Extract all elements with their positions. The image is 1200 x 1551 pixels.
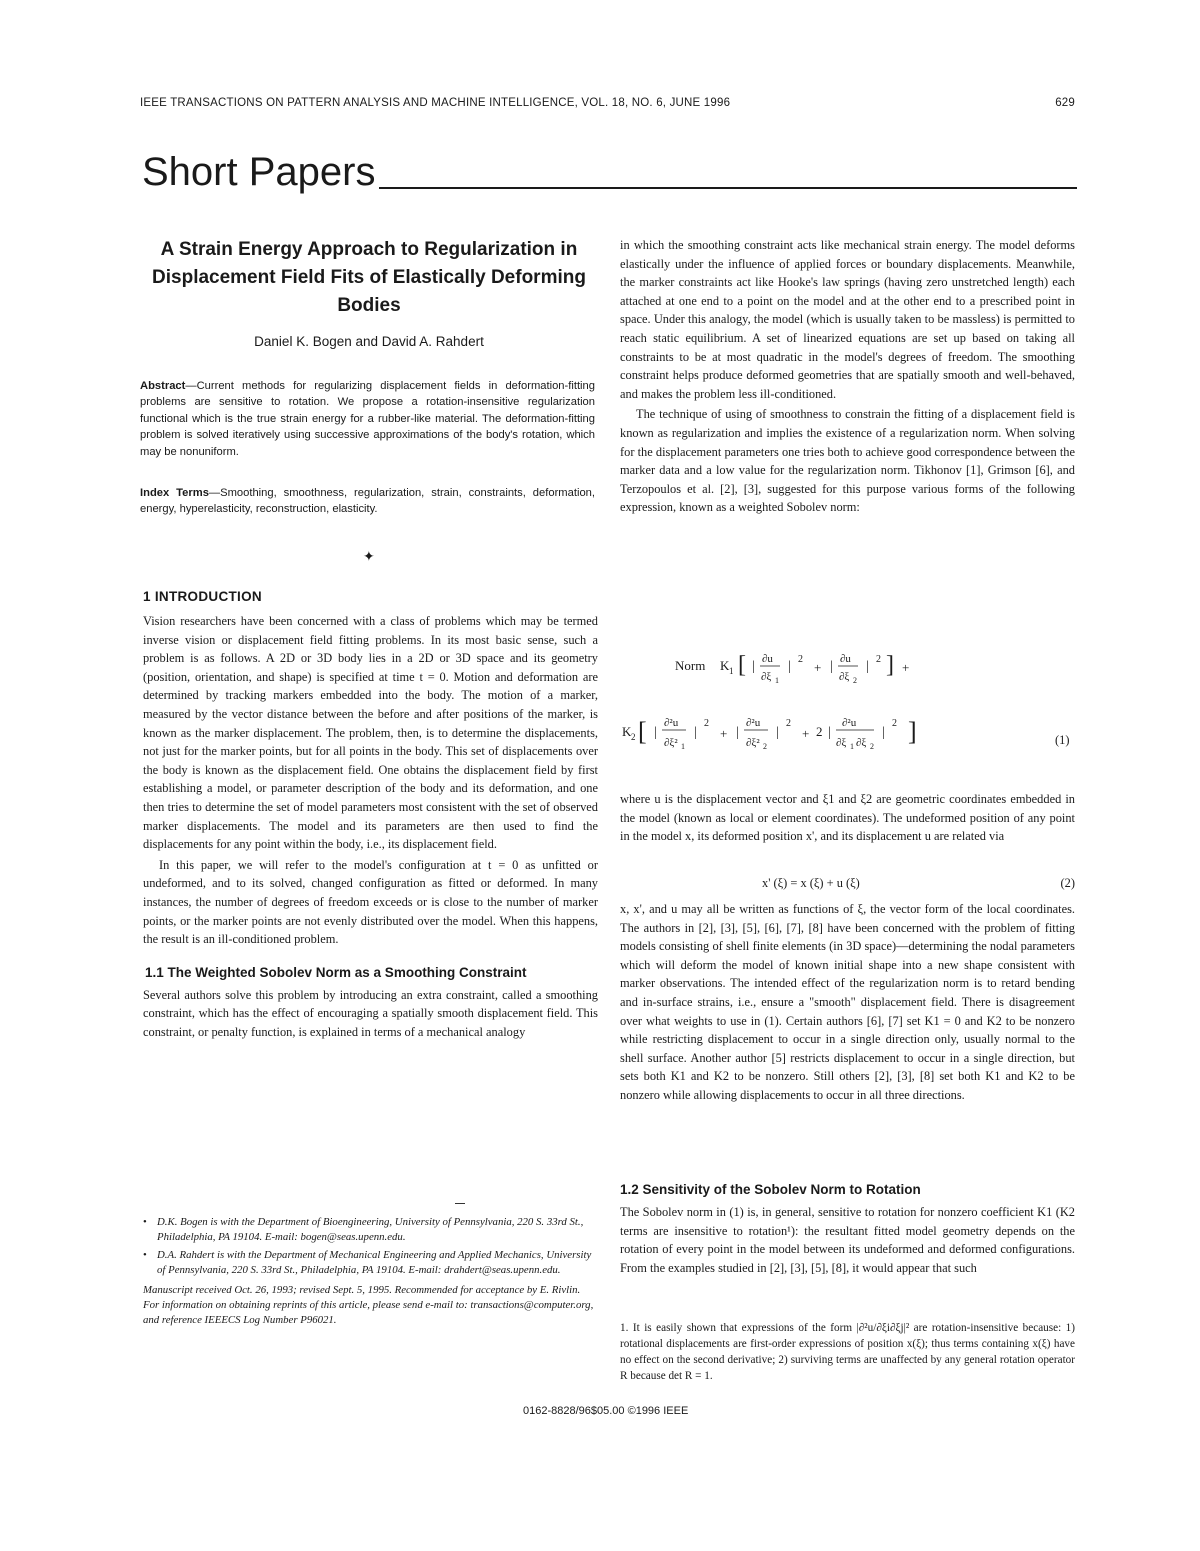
article-authors: Daniel K. Bogen and David A. Rahdert <box>254 334 484 349</box>
footnote-1: 1. It is easily shown that expressions of the form |∂²u/∂ξi∂ξj|² are rotation-insensitive because: 1) rotational displacements are first-order expressions of position x(ξ); thus terms containing x(ξ) have no effect on the second derivative; 2) surviving terms are unaffected by any general rotation operator R because det R = 1. <box>620 1322 1075 1382</box>
svg-text:2: 2 <box>892 718 897 729</box>
svg-text:2: 2 <box>853 676 857 685</box>
svg-text:2: 2 <box>816 724 823 739</box>
svg-text:∂ξ²: ∂ξ² <box>664 737 678 749</box>
paragraph: The technique of using of smoothness to constrain the fitting of a displacement field is known as regularization and implies the existence of a regularization norm. When solving for the displacement parameters one tries both to achieve good correspondence between the marker data and a low value for the regularization norm. Tikhonov [1], Grimson [6], and Terzopoulos et al. [2], [3], suggested for this purpose various forms of the following expression, known as a weighted Sobolev norm: <box>620 407 1075 515</box>
footnote-divider <box>455 1203 465 1204</box>
svg-text:∂u: ∂u <box>840 653 851 665</box>
footnote-received: Manuscript received Oct. 26, 1993; revised Sept. 5, 1995. Recommended for acceptance by E. Rivlin. <box>143 1284 581 1297</box>
svg-text:Norm: Norm <box>675 658 706 673</box>
svg-text:]: ] <box>886 652 894 678</box>
paragraph: in which the smoothing constraint acts like mechanical strain energy. The model deforms elastically under the influence of applied forces or boundary displacements. Meanwhile, the marker constraints act like Hooke's law springs (having zero unstretched length) each attached at one end to a point on the model and at the other end to a prescribed point in space. Under this analogy, the model (which is usually taken to be massless) is permitted to reach static equilibrium. A set of linearized equations are set up based on taking all constraints to be at most quadratic in the model's degrees of freedom. The smoothing constraint helps produce deformed geometries that are spatially smooth and well-behaved, and makes the problem less ill-conditioned. <box>620 238 1075 401</box>
svg-text:K: K <box>720 658 730 673</box>
running-header <box>140 97 1075 109</box>
copyright-line: 0162-8828/96$05.00 ©1996 IEEE <box>523 1405 689 1417</box>
svg-text:∂ξ²: ∂ξ² <box>746 737 760 749</box>
svg-text:∂²u: ∂²u <box>746 717 761 729</box>
svg-text:2: 2 <box>704 718 709 729</box>
svg-text:|: | <box>654 725 657 740</box>
introduction-body <box>143 612 598 1041</box>
paragraph: where u is the displacement vector and ξ1 and ξ2 are geometric coordinates embedded in the model (known as local or element coordinates). The undeformed position of any point in the model x, its deformed position x', and its displacement u are related via <box>620 792 1075 844</box>
abstract-label: Abstract <box>140 380 186 392</box>
right-column-mid2 <box>620 900 1075 1105</box>
svg-text:[: [ <box>738 652 746 678</box>
equation-1-number: (1) <box>1055 733 1070 747</box>
right-column-bottom <box>620 1182 1075 1277</box>
abstract-text: —Current methods for regularizing displacement fields in deformation-fitting problems are sensitive to rotation. We propose a rotation-insensitive regularization functional which is the true strain energy for a rubber-like material. The deformation-fitting problem is solved iteratively using successive approximations of the body's rotation, which may be nonuniform. <box>140 380 595 458</box>
svg-text:|: | <box>776 725 779 740</box>
section-title <box>142 150 1077 195</box>
svg-text:1: 1 <box>681 742 685 751</box>
heading-subsection-1-1: 1.1 The Weighted Sobolev Norm as a Smoothing Constraint <box>145 964 527 980</box>
bullet-icon: • <box>143 1249 147 1262</box>
svg-text:2: 2 <box>631 732 636 742</box>
svg-text:2: 2 <box>876 654 881 665</box>
paragraph: In this paper, we will refer to the model's configuration at t = 0 as unfitted or undeformed, and to its solved, changed configuration as fitted or deformed. In many instances, the number of degrees of freedom exceeds or is close to the number of marker points, or the marker points are not evenly distributed over the model. When this happens, the result is an ill-conditioned problem. <box>143 857 598 947</box>
svg-text:∂ξ: ∂ξ <box>836 737 847 749</box>
journal-citation: IEEE TRANSACTIONS ON PATTERN ANALYSIS AND MACHINE INTELLIGENCE, VOL. 18, NO. 6, JUNE 1996 <box>140 97 731 109</box>
svg-text:1: 1 <box>729 666 734 676</box>
svg-text:+: + <box>814 660 822 675</box>
svg-text:+: + <box>802 726 810 741</box>
page-number: 629 <box>1055 97 1075 109</box>
equation-1 <box>620 648 1075 788</box>
svg-text:1: 1 <box>775 676 779 685</box>
svg-text:2: 2 <box>763 742 767 751</box>
article-title: A Strain Energy Approach to Regularization in Displacement Field Fits of Elastically Deforming Bodies <box>152 239 586 316</box>
section-title-rule <box>379 187 1077 189</box>
svg-text:2: 2 <box>870 742 874 751</box>
footnote-author-1: • D.K. Bogen is with the Department of Bioengineering, University of Pennsylvania, 220 S. 33rd St., Philadelphia, PA 19104. E-mail: bogen@seas.upenn.edu. <box>143 1216 584 1243</box>
svg-text:|: | <box>828 725 831 740</box>
svg-text:∂u: ∂u <box>762 653 773 665</box>
bullet-icon: • <box>143 1216 147 1228</box>
equation-2-number: (2) <box>1060 876 1075 890</box>
svg-text:2: 2 <box>786 718 791 729</box>
svg-text:|: | <box>694 725 697 740</box>
svg-text:∂ξ: ∂ξ <box>856 737 867 749</box>
svg-text:|: | <box>736 725 739 740</box>
section-divider: ✦ <box>363 548 375 564</box>
svg-text:∂²u: ∂²u <box>842 717 857 729</box>
svg-text:+: + <box>902 660 910 675</box>
svg-text:∂²u: ∂²u <box>664 717 679 729</box>
svg-text:+: + <box>720 726 728 741</box>
right-column-top <box>620 236 1075 517</box>
svg-text:|: | <box>752 659 755 674</box>
heading-introduction: 1 INTRODUCTION <box>143 589 262 604</box>
svg-text:[: [ <box>638 717 647 746</box>
svg-text:∂ξ: ∂ξ <box>839 671 850 683</box>
index-terms-text: —Smoothing, smoothness, regularization, strain, constraints, deformation, energy, hyperelasticity, reconstruction, elasticity. <box>140 487 595 516</box>
footnote-reprints: For information on obtaining reprints of this article, please send e-mail to: transactions@computer.org, and reference IEEECS Log Number P96021. <box>143 1298 594 1326</box>
paragraph: Several authors solve this problem by introducing an extra constraint, called a smoothing constraint, which has the effect of encouraging a spatially smooth displacement field. This constraint, or penalty function, is explained in terms of a mechanical analogy <box>143 987 598 1039</box>
svg-text:K: K <box>622 724 632 739</box>
paragraph: The Sobolev norm in (1) is, in general, sensitive to rotation for nonzero coefficient K1 (K2 terms are insensitive to rotation¹): the resultant fitted model geometry depends on the rotation of every point in the model between its undeformed and deformed configurations. From the examples studied in [2], [3], [5], [8], it would appear that such <box>620 1205 1075 1275</box>
equation-2 <box>620 876 1075 894</box>
index-terms-label: Index Terms <box>140 487 209 499</box>
svg-text:|: | <box>788 659 791 674</box>
svg-text:]: ] <box>908 717 917 746</box>
svg-text:|: | <box>866 659 869 674</box>
author-footnotes <box>143 1215 598 1327</box>
right-column-mid <box>620 790 1075 846</box>
svg-text:1: 1 <box>850 742 854 751</box>
svg-text:|: | <box>882 725 885 740</box>
sobolev-norm-equation <box>620 648 1075 788</box>
svg-text:|: | <box>830 659 833 674</box>
paragraph: x, x', and u may all be written as functions of ξ, the vector form of the local coordinates. The authors in [2], [3], [5], [6], [7], [8] have been concerned with the problem of fitting models consisting of shell finite elements (in 3D space)—determining the nodal parameters which will deform the model of known initial shape into a new shape consistent with marker observations. The intended effect of the regularization norm is to retard bending and in-surface strains, i.e., ensure a "smooth" displacement field. There is disagreement over what weights to use in (1). Certain authors [6], [7] set K1 = 0 and K2 to be nonzero while restricting displacement to occur in a single direction only, usually normal to the shell surface. Another author [5] restricts displacement to occur in a single direction, but sets both K1 and K2 to be nonzero. Still others [2], [3], [8] set both K1 and K2 to be nonzero while allowing displacements to occur in all three directions. <box>620 902 1075 1102</box>
svg-text:∂ξ: ∂ξ <box>761 671 772 683</box>
index-terms <box>140 485 595 518</box>
svg-text:2: 2 <box>798 654 803 665</box>
footnote-author-2: • D.A. Rahdert is with the Department of Mechanical Engineering and Applied Mechanics, University of Pennsylvania, 220 S. 33rd St., Philadelphia, PA 19104. E-mail: drahdert@seas.upenn.edu. <box>143 1249 592 1276</box>
paragraph: Vision researchers have been concerned with a class of problems which may be termed inverse vision or displacement field fitting problems. In its most basic sense, such a problem is as follows. A 2D or 3D body lies in a 2D or 3D space and its geometry (position, orientation, and shape) is specified at time t = 0. Motion and deformation are determined by tracking markers embedded into the body. The motion of a marker, measured by the vector distance between the before and after positions of the marker, is known as the marker displacement. The problem, then, is to determine the displacements, not just for the marker points, but for all points in the body. This set of displacements over the body is known as the displacement field. One obtains the displacement field by first establishing a model, or parameter description of the body and its deformation, and one then tries to determine the set of model parameters most consistent with the set of observed marker displacements. The model and its parameters are then used to find the displacements for any point within the body, i.e., its displacement field. <box>143 614 598 852</box>
section-title-text: Short Papers <box>142 150 376 194</box>
abstract <box>140 378 595 460</box>
equation-2-body: x' (ξ) = x (ξ) + u (ξ) <box>762 876 860 890</box>
heading-subsection-1-2: 1.2 Sensitivity of the Sobolev Norm to Rotation <box>620 1182 921 1197</box>
